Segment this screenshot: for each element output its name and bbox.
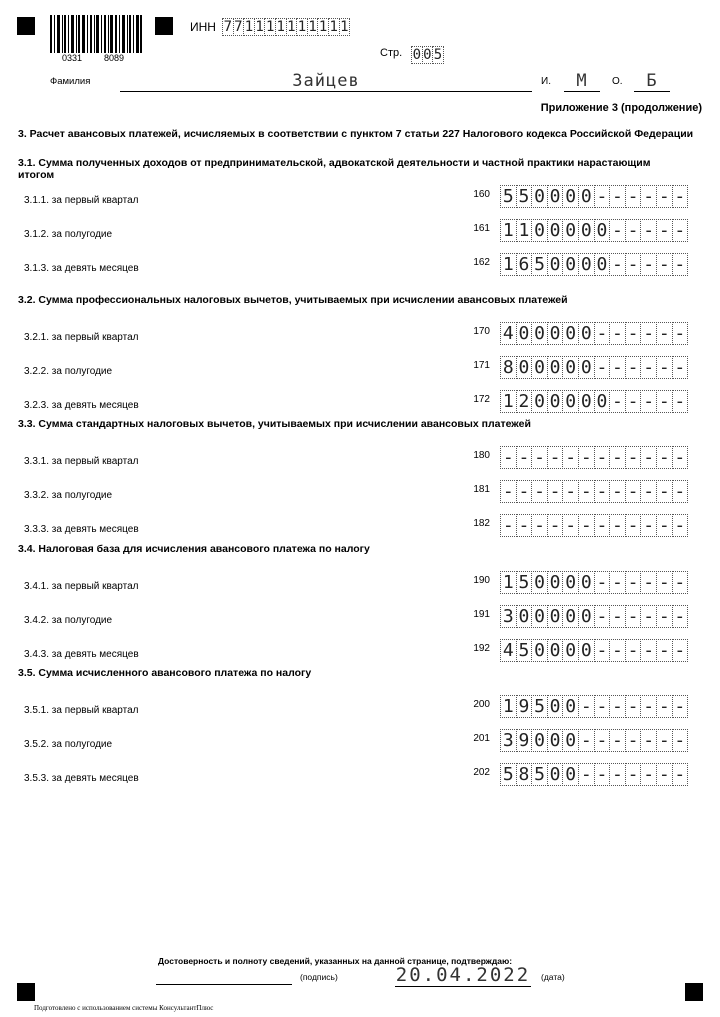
amount-digit-cell[interactable]: - <box>640 219 657 242</box>
amount-digit-cell[interactable]: - <box>672 219 689 242</box>
inn-digit-cell[interactable]: 1 <box>276 19 285 35</box>
amount-digit-cell[interactable]: - <box>640 322 657 345</box>
amount-digit-cell[interactable]: - <box>609 253 626 276</box>
row-code: 200 <box>473 699 490 710</box>
amount-digit-cell[interactable]: 0 <box>562 729 579 752</box>
amount-digit-cell[interactable]: - <box>672 446 689 469</box>
amount-digit-cell[interactable]: 0 <box>531 356 548 379</box>
amount-digit-cell[interactable]: 0 <box>562 763 579 786</box>
row-code: 162 <box>473 257 490 268</box>
surname-label: Фамилия <box>50 76 91 87</box>
amount-digit-cell[interactable]: - <box>594 480 611 503</box>
amount-field[interactable] <box>500 695 687 718</box>
amount-digit-cell[interactable]: - <box>656 253 673 276</box>
amount-digit-cell[interactable]: 0 <box>547 729 564 752</box>
amount-digit-cell[interactable]: 2 <box>516 390 533 413</box>
inn-digit-cell[interactable]: 1 <box>287 19 296 35</box>
inn-digit-cell[interactable]: 1 <box>244 19 254 35</box>
amount-field[interactable] <box>500 605 687 628</box>
amount-field[interactable] <box>500 390 687 413</box>
amount-digit-cell[interactable]: 0 <box>562 390 579 413</box>
amount-digit-cell[interactable]: 0 <box>547 253 564 276</box>
prepared-note: Подготовлено с использованием системы КонсультантПлюс <box>34 1004 214 1012</box>
amount-digit-cell[interactable]: - <box>516 480 533 503</box>
amount-digit-cell[interactable]: - <box>672 605 689 628</box>
amount-digit-cell[interactable]: 1 <box>500 253 517 276</box>
amount-digit-cell[interactable]: - <box>656 185 673 208</box>
row-label: 3.1.1. за первый квартал <box>24 195 139 206</box>
amount-digit-cell[interactable]: 0 <box>516 605 533 628</box>
amount-digit-cell[interactable]: - <box>578 729 595 752</box>
row-label: 3.3.2. за полугодие <box>24 490 113 501</box>
row-code: 171 <box>473 360 490 371</box>
amount-digit-cell[interactable]: - <box>672 390 689 413</box>
amount-digit-cell[interactable]: 1 <box>500 571 517 594</box>
amount-field[interactable] <box>500 763 687 786</box>
amount-digit-cell[interactable]: - <box>672 322 689 345</box>
inn-digit-cell[interactable]: 1 <box>318 19 328 35</box>
row-label: 3.1.3. за девять месяцев <box>24 263 139 274</box>
amount-digit-cell[interactable]: - <box>609 729 626 752</box>
amount-digit-cell[interactable]: 0 <box>531 390 548 413</box>
amount-digit-cell[interactable]: 0 <box>547 356 564 379</box>
page-digit-cell[interactable]: 0 <box>412 47 422 63</box>
appendix-title: Приложение 3 (продолжение) <box>540 102 702 114</box>
amount-digit-cell[interactable]: - <box>656 729 673 752</box>
amount-digit-cell[interactable]: - <box>500 446 517 469</box>
amount-digit-cell[interactable]: - <box>672 185 689 208</box>
row-label: 3.4.3. за девять месяцев <box>24 649 139 660</box>
row-code: 201 <box>473 733 490 744</box>
amount-digit-cell[interactable]: - <box>594 185 611 208</box>
amount-digit-cell[interactable]: - <box>609 605 626 628</box>
amount-digit-cell[interactable]: - <box>672 729 689 752</box>
amount-digit-cell[interactable]: - <box>594 695 611 718</box>
amount-digit-cell[interactable]: 1 <box>500 219 517 242</box>
amount-digit-cell[interactable]: 5 <box>500 185 517 208</box>
amount-digit-cell[interactable]: - <box>562 514 579 537</box>
row-code: 191 <box>473 609 490 620</box>
amount-digit-cell[interactable]: - <box>531 446 548 469</box>
row-code: 172 <box>473 394 490 405</box>
amount-digit-cell[interactable]: - <box>609 639 626 662</box>
amount-digit-cell[interactable]: - <box>656 356 673 379</box>
amount-digit-cell[interactable]: 0 <box>562 571 579 594</box>
section-title: 3.5. Сумма исчисленного авансового платежа по налогу <box>18 667 312 679</box>
row-label: 3.5.1. за первый квартал <box>24 705 139 716</box>
signature-line[interactable] <box>156 984 292 985</box>
amount-digit-cell[interactable]: 0 <box>516 356 533 379</box>
amount-digit-cell[interactable]: - <box>594 322 611 345</box>
date-label: (дата) <box>541 972 565 982</box>
amount-digit-cell[interactable]: - <box>656 763 673 786</box>
amount-digit-cell[interactable]: - <box>578 695 595 718</box>
amount-digit-cell[interactable]: 5 <box>531 763 548 786</box>
amount-digit-cell[interactable]: - <box>640 514 657 537</box>
amount-digit-cell[interactable]: 0 <box>578 571 595 594</box>
amount-digit-cell[interactable]: - <box>625 390 642 413</box>
row-label: 3.4.1. за первый квартал <box>24 581 139 592</box>
amount-digit-cell[interactable]: - <box>625 763 642 786</box>
amount-digit-cell[interactable]: 0 <box>531 639 548 662</box>
amount-digit-cell[interactable]: - <box>609 514 626 537</box>
amount-digit-cell[interactable]: - <box>656 390 673 413</box>
amount-digit-cell[interactable]: 0 <box>531 571 548 594</box>
amount-digit-cell[interactable]: - <box>672 639 689 662</box>
amount-digit-cell[interactable]: - <box>672 514 689 537</box>
inn-label: ИНН <box>190 20 216 34</box>
amount-digit-cell[interactable]: - <box>578 480 595 503</box>
inn-digit-cell[interactable]: 7 <box>234 19 243 35</box>
corner-marker-top-left <box>17 17 35 35</box>
amount-digit-cell[interactable]: 0 <box>594 219 611 242</box>
amount-digit-cell[interactable]: - <box>609 219 626 242</box>
corner-marker-bottom-right <box>685 983 703 1001</box>
amount-digit-cell[interactable]: 0 <box>531 322 548 345</box>
amount-digit-cell[interactable]: 5 <box>516 185 533 208</box>
amount-digit-cell[interactable]: - <box>672 571 689 594</box>
amount-digit-cell[interactable]: 1 <box>500 390 517 413</box>
amount-digit-cell[interactable]: 9 <box>516 695 533 718</box>
amount-digit-cell[interactable]: 0 <box>547 390 564 413</box>
section-title: 3.4. Налоговая база для исчисления авансового платежа по налогу <box>18 543 370 555</box>
amount-digit-cell[interactable]: 0 <box>531 185 548 208</box>
amount-field[interactable] <box>500 446 687 469</box>
amount-digit-cell[interactable]: 0 <box>531 605 548 628</box>
initial-i-field[interactable]: М <box>564 72 600 92</box>
amount-digit-cell[interactable]: 0 <box>562 219 579 242</box>
row-code: 202 <box>473 767 490 778</box>
amount-digit-cell[interactable]: - <box>547 446 564 469</box>
section-title: 3.2. Сумма профессиональных налоговых вычетов, учитываемых при исчислении авансовых платежей <box>18 294 568 306</box>
amount-digit-cell[interactable]: - <box>594 571 611 594</box>
amount-digit-cell[interactable]: - <box>625 322 642 345</box>
amount-digit-cell[interactable]: - <box>531 514 548 537</box>
amount-digit-cell[interactable]: 4 <box>500 639 517 662</box>
amount-digit-cell[interactable]: - <box>500 514 517 537</box>
amount-digit-cell[interactable]: - <box>625 185 642 208</box>
amount-digit-cell[interactable]: 1 <box>500 695 517 718</box>
amount-digit-cell[interactable]: - <box>672 356 689 379</box>
page-digit-cell[interactable]: 0 <box>423 47 432 63</box>
amount-digit-cell[interactable]: - <box>656 219 673 242</box>
row-label: 3.5.3. за девять месяцев <box>24 773 139 784</box>
amount-digit-cell[interactable]: - <box>672 253 689 276</box>
amount-digit-cell[interactable]: 0 <box>547 219 564 242</box>
amount-digit-cell[interactable]: - <box>640 763 657 786</box>
amount-digit-cell[interactable]: 0 <box>578 322 595 345</box>
amount-digit-cell[interactable]: - <box>640 639 657 662</box>
row-code: 160 <box>473 189 490 200</box>
barcode-image <box>50 15 142 53</box>
amount-digit-cell[interactable]: 5 <box>500 763 517 786</box>
row-code: 192 <box>473 643 490 654</box>
amount-digit-cell[interactable]: 0 <box>562 185 579 208</box>
amount-field[interactable] <box>500 480 687 503</box>
inn-digit-cell[interactable]: 1 <box>255 19 264 35</box>
amount-digit-cell[interactable]: 8 <box>500 356 517 379</box>
amount-digit-cell[interactable]: - <box>640 185 657 208</box>
amount-digit-cell[interactable]: - <box>625 729 642 752</box>
row-code: 170 <box>473 326 490 337</box>
amount-digit-cell[interactable]: - <box>640 729 657 752</box>
barcode-number-right: 8089 <box>104 53 125 63</box>
row-label: 3.3.1. за первый квартал <box>24 456 139 467</box>
amount-digit-cell[interactable]: 3 <box>500 605 517 628</box>
row-label: 3.2.1. за первый квартал <box>24 332 139 343</box>
amount-digit-cell[interactable]: - <box>594 356 611 379</box>
amount-digit-cell[interactable]: - <box>594 605 611 628</box>
corner-marker-bottom-left <box>17 983 35 1001</box>
amount-digit-cell[interactable]: - <box>656 571 673 594</box>
amount-digit-cell[interactable]: - <box>531 480 548 503</box>
amount-digit-cell[interactable]: - <box>656 480 673 503</box>
amount-field[interactable] <box>500 356 687 379</box>
amount-digit-cell[interactable]: - <box>516 514 533 537</box>
amount-digit-cell[interactable]: - <box>656 322 673 345</box>
amount-digit-cell[interactable]: 5 <box>516 639 533 662</box>
amount-digit-cell[interactable]: - <box>609 571 626 594</box>
initial-o-label: О. <box>612 76 623 87</box>
amount-digit-cell[interactable]: - <box>625 695 642 718</box>
amount-digit-cell[interactable]: - <box>609 695 626 718</box>
amount-digit-cell[interactable]: - <box>656 605 673 628</box>
row-code: 161 <box>473 223 490 234</box>
amount-digit-cell[interactable]: 0 <box>516 322 533 345</box>
amount-digit-cell[interactable]: - <box>547 480 564 503</box>
amount-digit-cell[interactable]: - <box>609 185 626 208</box>
amount-digit-cell[interactable]: 6 <box>516 253 533 276</box>
amount-digit-cell[interactable]: 0 <box>547 639 564 662</box>
amount-digit-cell[interactable]: - <box>516 446 533 469</box>
inn-digit-cell[interactable]: 1 <box>340 19 349 35</box>
amount-digit-cell[interactable]: - <box>640 253 657 276</box>
amount-digit-cell[interactable]: 1 <box>516 219 533 242</box>
amount-digit-cell[interactable]: - <box>672 763 689 786</box>
amount-digit-cell[interactable]: 0 <box>547 695 564 718</box>
inn-digit-cell[interactable]: 1 <box>297 19 307 35</box>
signature-label: (подпись) <box>300 972 338 982</box>
amount-field[interactable] <box>500 514 687 537</box>
amount-digit-cell[interactable]: 0 <box>578 253 595 276</box>
amount-digit-cell[interactable]: - <box>656 695 673 718</box>
amount-digit-cell[interactable]: 0 <box>594 253 611 276</box>
surname-field[interactable]: Зайцев <box>120 72 532 92</box>
amount-field[interactable] <box>500 322 687 345</box>
amount-digit-cell[interactable]: - <box>672 695 689 718</box>
initial-i-label: И. <box>541 76 551 87</box>
amount-digit-cell[interactable]: - <box>640 571 657 594</box>
section3-title: 3. Расчет авансовых платежей, исчисляемых в соответствии с пунктом 7 статьи 227 Налогового кодекса Российской Федерации <box>18 128 694 140</box>
amount-digit-cell[interactable]: 8 <box>516 763 533 786</box>
amount-field[interactable] <box>500 729 687 752</box>
amount-digit-cell[interactable]: 0 <box>562 322 579 345</box>
amount-digit-cell[interactable]: 0 <box>578 605 595 628</box>
amount-digit-cell[interactable]: - <box>500 480 517 503</box>
amount-digit-cell[interactable]: - <box>609 390 626 413</box>
amount-digit-cell[interactable]: - <box>562 480 579 503</box>
amount-digit-cell[interactable]: - <box>625 605 642 628</box>
section-title: 3.3. Сумма стандартных налоговых вычетов, учитываемых при исчислении авансовых платежей <box>18 418 531 430</box>
amount-digit-cell[interactable]: 0 <box>578 356 595 379</box>
row-code: 182 <box>473 518 490 529</box>
amount-digit-cell[interactable]: - <box>656 514 673 537</box>
amount-digit-cell[interactable]: - <box>640 390 657 413</box>
amount-field[interactable] <box>500 639 687 662</box>
amount-digit-cell[interactable]: - <box>625 253 642 276</box>
inn-digit-cell[interactable]: 7 <box>223 19 233 35</box>
amount-digit-cell[interactable]: - <box>578 446 595 469</box>
amount-field[interactable] <box>500 185 687 208</box>
row-label: 3.2.3. за девять месяцев <box>24 400 139 411</box>
amount-digit-cell[interactable]: - <box>640 605 657 628</box>
amount-digit-cell[interactable]: 5 <box>516 571 533 594</box>
row-label: 3.3.3. за девять месяцев <box>24 524 139 535</box>
amount-digit-cell[interactable]: - <box>594 446 611 469</box>
row-label: 3.4.2. за полугодие <box>24 615 113 626</box>
corner-marker-top-mid <box>155 17 173 35</box>
amount-digit-cell[interactable]: 0 <box>562 639 579 662</box>
amount-digit-cell[interactable]: - <box>640 356 657 379</box>
page-number-field[interactable] <box>411 46 443 64</box>
inn-digit-cell[interactable]: 1 <box>308 19 317 35</box>
amount-digit-cell[interactable]: - <box>640 446 657 469</box>
amount-field[interactable] <box>500 253 687 276</box>
row-label: 3.1.2. за полугодие <box>24 229 113 240</box>
amount-digit-cell[interactable]: 5 <box>531 253 548 276</box>
row-label: 3.2.2. за полугодие <box>24 366 113 377</box>
amount-digit-cell[interactable]: - <box>594 639 611 662</box>
amount-digit-cell[interactable]: - <box>609 763 626 786</box>
amount-digit-cell[interactable]: 0 <box>547 605 564 628</box>
amount-digit-cell[interactable]: - <box>640 480 657 503</box>
amount-digit-cell[interactable]: 0 <box>547 322 564 345</box>
inn-digit-cell[interactable]: 1 <box>265 19 275 35</box>
amount-digit-cell[interactable]: 0 <box>547 571 564 594</box>
inn-field[interactable] <box>222 18 349 36</box>
amount-digit-cell[interactable]: - <box>656 639 673 662</box>
amount-digit-cell[interactable]: - <box>562 446 579 469</box>
amount-digit-cell[interactable]: 0 <box>531 219 548 242</box>
page-digit-cell[interactable]: 5 <box>433 47 443 63</box>
amount-digit-cell[interactable]: 0 <box>562 356 579 379</box>
amount-digit-cell[interactable]: - <box>625 571 642 594</box>
amount-digit-cell[interactable]: 0 <box>562 605 579 628</box>
amount-digit-cell[interactable]: - <box>625 446 642 469</box>
amount-digit-cell[interactable]: - <box>625 356 642 379</box>
inn-digit-cell[interactable]: 1 <box>329 19 338 35</box>
amount-digit-cell[interactable]: - <box>594 514 611 537</box>
amount-digit-cell[interactable]: - <box>625 480 642 503</box>
row-code: 190 <box>473 575 490 586</box>
amount-digit-cell[interactable]: 0 <box>578 390 595 413</box>
amount-digit-cell[interactable]: 0 <box>547 185 564 208</box>
amount-digit-cell[interactable]: - <box>625 219 642 242</box>
amount-digit-cell[interactable]: - <box>625 639 642 662</box>
amount-digit-cell[interactable]: - <box>609 446 626 469</box>
row-code: 181 <box>473 484 490 495</box>
amount-digit-cell[interactable]: 0 <box>578 185 595 208</box>
amount-digit-cell[interactable]: 0 <box>531 729 548 752</box>
amount-digit-cell[interactable]: 0 <box>562 253 579 276</box>
confirmation-text: Достоверность и полноту сведений, указанных на данной странице, подтверждаю: <box>158 956 513 966</box>
amount-digit-cell[interactable]: - <box>625 514 642 537</box>
amount-digit-cell[interactable]: 0 <box>547 763 564 786</box>
amount-digit-cell[interactable]: - <box>656 446 673 469</box>
amount-digit-cell[interactable]: - <box>609 480 626 503</box>
page-label: Стр. <box>380 47 403 59</box>
initial-o-field[interactable]: Б <box>634 72 670 92</box>
row-code: 180 <box>473 450 490 461</box>
amount-digit-cell[interactable]: 0 <box>562 695 579 718</box>
amount-digit-cell[interactable]: 0 <box>578 219 595 242</box>
section-title: 3.1. Сумма полученных доходов от предпринимательской, адвокатской деятельности и частной практики нарастающим итогом <box>18 157 651 181</box>
amount-digit-cell[interactable]: - <box>578 763 595 786</box>
amount-field[interactable] <box>500 571 687 594</box>
amount-digit-cell[interactable]: 4 <box>500 322 517 345</box>
amount-digit-cell[interactable]: - <box>609 322 626 345</box>
amount-digit-cell[interactable]: - <box>594 729 611 752</box>
amount-digit-cell[interactable]: 3 <box>500 729 517 752</box>
amount-digit-cell[interactable]: - <box>640 695 657 718</box>
amount-digit-cell[interactable]: - <box>547 514 564 537</box>
amount-digit-cell[interactable]: 0 <box>594 390 611 413</box>
amount-digit-cell[interactable]: - <box>594 763 611 786</box>
amount-digit-cell[interactable]: 9 <box>516 729 533 752</box>
barcode-number-left: 0331 <box>62 53 83 63</box>
amount-digit-cell[interactable]: - <box>609 356 626 379</box>
amount-field[interactable] <box>500 219 687 242</box>
date-field[interactable]: 20.04.2022 <box>395 964 531 986</box>
amount-digit-cell[interactable]: - <box>578 514 595 537</box>
amount-digit-cell[interactable]: - <box>672 480 689 503</box>
row-label: 3.5.2. за полугодие <box>24 739 113 750</box>
amount-digit-cell[interactable]: 5 <box>531 695 548 718</box>
amount-digit-cell[interactable]: 0 <box>578 639 595 662</box>
